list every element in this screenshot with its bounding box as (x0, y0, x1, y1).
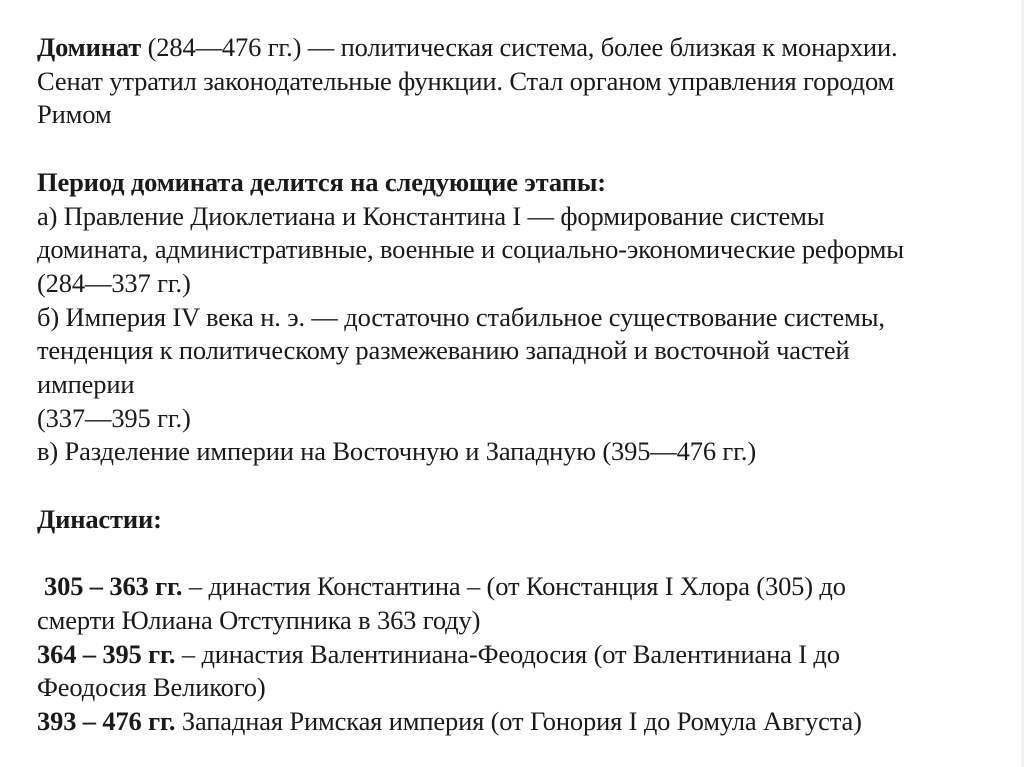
dynasty-1-line-1 (37, 570, 1012, 604)
definition-term: Доминат (37, 32, 142, 62)
dynasty-2-line-2: Феодосия Великого) (37, 672, 266, 703)
definition-dates: (284—476 гг.) (147, 32, 302, 62)
period-v-line-1: в) Разделение империи на Восточную и Западную (395—476 гг.) (37, 436, 757, 467)
dynasty-2-dates: 364 – 395 гг. (37, 638, 176, 669)
period-b-line-1: б) Империя IV века н. э. — достаточно стабильное существование системы, (37, 301, 885, 332)
period-b-line-4: (337—395 гг.) (37, 402, 191, 433)
period-a-line-1: а) Правление Диоклетиана и Константина I — формирование системы (37, 200, 825, 231)
dynasty-2-line-1-rest: – династия Валентиниана-Феодосия (от Валентиниана I до (175, 638, 840, 669)
slide-text (37, 31, 1012, 739)
dynasty-3-line-1-rest: Западная Римская империя (от Гонория I до Ромула Августа) (175, 706, 862, 737)
dynasty-3-dates: 393 – 476 гг. (37, 706, 176, 737)
definition-line-1-rest: — политическая система, более близкая к монархии. (301, 32, 898, 62)
spacer (37, 537, 1012, 571)
dynasty-1-dates: 305 – 363 гг. (44, 571, 183, 602)
dynasty-2-line-1 (37, 638, 1012, 672)
period-a-line-2: домината, административные, военные и социально-экономические реформы (37, 234, 904, 265)
period-a-line-3: (284—337 гг.) (37, 267, 191, 298)
period-b-line-2: тенденция к политическому размежеванию западной и восточной частей (37, 335, 850, 366)
dynasties-heading-text: Династии: (37, 503, 162, 534)
spacer (37, 132, 1012, 166)
periods-heading (37, 166, 1012, 200)
dynasties-heading (37, 503, 1012, 537)
periods-heading-text: Период домината делится на следующие этапы: (37, 166, 606, 197)
definition-line-3: Римом (37, 99, 112, 130)
spacer (37, 469, 1012, 503)
definition-line-2: Сенат утратил законодательные функции. Стал органом управления городом (37, 65, 895, 96)
period-b-line-3: империи (37, 369, 135, 400)
dynasty-1-line-2: смерти Юлиана Отступника в 363 году) (37, 604, 481, 635)
dynasty-3-line-1 (37, 705, 1012, 739)
definition-line-1 (37, 31, 1012, 65)
dynasty-1-line-1-rest: – династия Константина – (от Констанция I Хлора (305) до (182, 571, 846, 602)
